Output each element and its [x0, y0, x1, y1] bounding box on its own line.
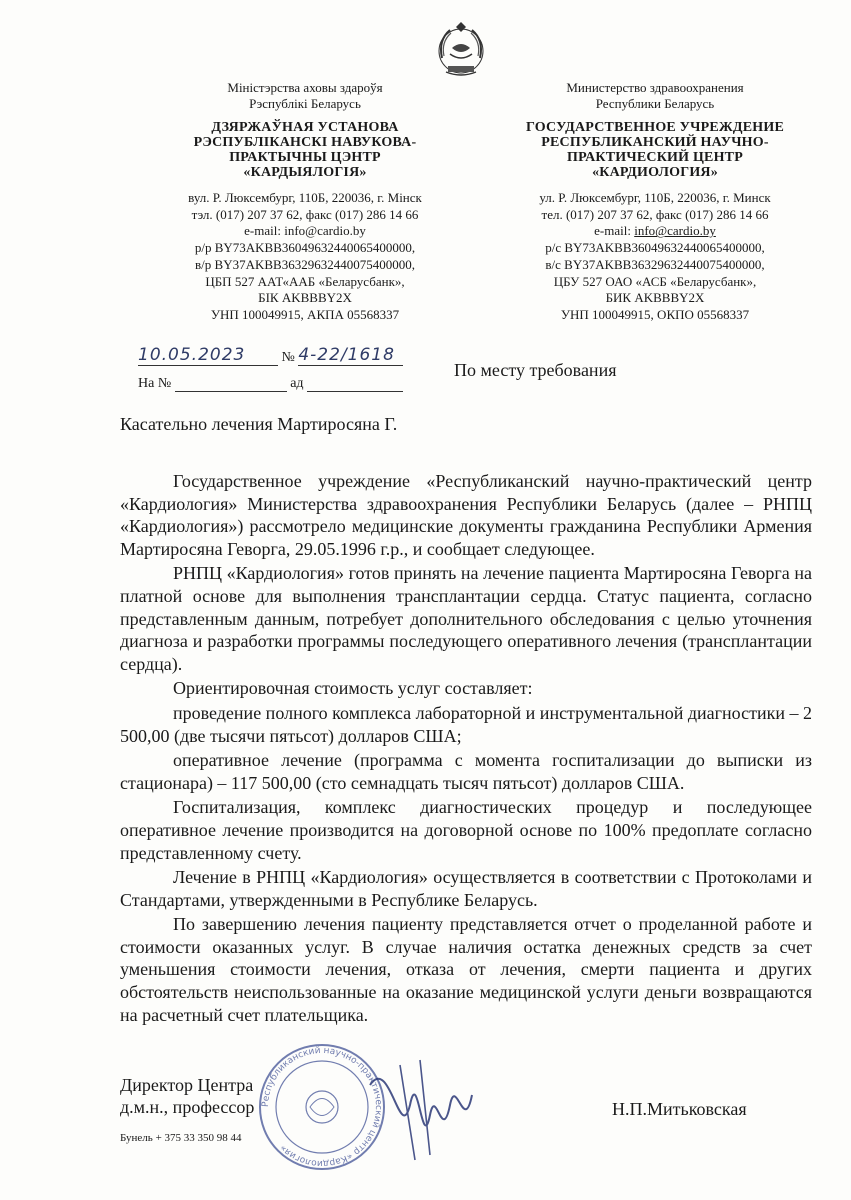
ministry-name: Министерство здравоохранения [566, 80, 744, 95]
belarus-emblem-icon [430, 18, 492, 80]
paragraph: РНПЦ «Кардиология» готов принять на лечение пациента Мартиросяна Геворга на платной основе для выполнения трансплантации сердца. Статус пациента, согласно представленным данным, потребует дополнительного обследования с целью уточнения диагноза и разработки программы последующего оперативного лечения (трансплантации сердца). [120, 563, 812, 674]
ministry-country: Рэспублікі Беларусь [249, 96, 361, 111]
on-number-blank [175, 377, 287, 392]
organization-details [505, 190, 805, 324]
tax-ids: УНП 100049915, ОКПО 05568337 [560, 306, 750, 322]
email-label: e-mail: [594, 223, 635, 239]
letter-body [120, 470, 812, 1028]
account: р/р BY73AKBB36049632440065400000, [194, 240, 416, 256]
bank: ЦБУ 527 ОАО «АСБ «Беларусбанк», [553, 273, 757, 289]
header-russian [505, 80, 805, 324]
tax-ids: УНП 100049915, АКПА 05568337 [210, 306, 400, 322]
from-label: ад [290, 376, 304, 391]
org-line: ГОСУДАРСТВЕННОЕ УЧРЕЖДЕНИЕ [525, 120, 785, 135]
ministry-country: Республики Беларусь [595, 96, 715, 111]
organization-name [505, 120, 805, 180]
org-line: РЕСПУБЛИКАНСКИЙ НАУЧНО- [541, 135, 769, 150]
handwritten-date: 10.05.2023 [138, 345, 246, 365]
stamp-text: Республиканский научно-практический центр «Кардиология» [260, 1045, 384, 1169]
header-belarusian [155, 80, 455, 324]
from-blank [307, 377, 403, 392]
on-number-label: На № [138, 376, 172, 391]
account: в/с BY37AKBB36329632440075400000, [545, 256, 765, 272]
incoming-reference [138, 376, 403, 392]
phone-fax: тел. (017) 207 37 62, факс (017) 286 14 66 [541, 206, 769, 222]
org-line: «КАРДЫЯЛОГІЯ» [243, 165, 367, 180]
bic: БІК AKBBBY2X [258, 290, 352, 306]
organization-details [155, 190, 455, 324]
paragraph: Госпитализация, комплекс диагностических процедур и последующее оперативное лечение производится на договорной основе по 100% предоплате согласно представленному счету. [120, 797, 812, 863]
paragraph: Лечение в РНПЦ «Кардиология» осуществляется в соответствии с Протоколами и Стандартами, утвержденными в Республике Беларусь. [120, 867, 812, 910]
org-line: ПРАКТЫЧНЫ ЦЭНТР [229, 150, 381, 165]
address: ул. Р. Люксембург, 110Б, 220036, г. Минск [539, 190, 771, 205]
recipient: По месту требования [454, 360, 617, 380]
bic: БИК AKBBBY2X [605, 290, 705, 306]
paragraph: оперативное лечение (программа с момента госпитализации до выписки из стационара) – 117 500,00 (сто семнадцать тысяч пятьсот) долларов США. [120, 750, 812, 793]
account: р/с BY73AKBB36049632440065400000, [545, 240, 765, 256]
paragraph: Ориентировочная стоимость услуг составляет: [173, 678, 533, 699]
outgoing-reference [138, 345, 403, 366]
academic-title: д.м.н., профессор [120, 1097, 255, 1117]
signatory-name: Н.П.Митьковская [612, 1099, 747, 1119]
paragraph: Государственное учреждение «Республиканский научно-практический центр «Кардиология» Министерства здравоохранения Республики Беларусь (далее – РНПЦ «Кардиология») рассмотрело медицинские документы гражданина Республики Армения Мартиросяна Геворга, 29.05.1996 г.р., и сообщает следующее. [120, 471, 812, 559]
org-line: ПРАКТИЧЕСКИЙ ЦЕНТР [567, 150, 743, 165]
org-line: «КАРДИОЛОГИЯ» [592, 165, 718, 180]
account: в/р BY37AKBB36329632440075400000, [195, 256, 415, 272]
address: вул. Р. Люксембург, 110Б, 220036, г. Мінск [188, 190, 422, 205]
email-link[interactable]: info@cardio.by [634, 223, 716, 239]
bank: ЦБП 527 ААТ«ААБ «Беларусбанк», [205, 273, 405, 289]
handwritten-number: 4-22/1618 [298, 345, 395, 365]
director-title: Директор Центра [120, 1075, 254, 1095]
org-line: РЭСПУБЛІКАНСКІ НАВУКОВА- [193, 135, 417, 150]
email [505, 223, 805, 240]
phone-fax: тэл. (017) 207 37 62, факс (017) 286 14 66 [191, 206, 419, 222]
org-line: ДЗЯРЖАЎНАЯ УСТАНОВА [211, 120, 399, 135]
ministry-name: Міністэрства аховы здароўя [227, 80, 383, 95]
number-sign: № [281, 350, 295, 365]
paragraph: проведение полного комплекса лабораторной и инструментальной диагностики – 2 500,00 (две тысячи пятьсот) долларов США; [120, 702, 812, 746]
subject-line: Касательно лечения Мартиросяна Г. [120, 414, 398, 434]
signatory-title [120, 1074, 254, 1118]
footer-contact: Бунель + 375 33 350 98 44 [120, 1132, 242, 1144]
organization-name [155, 120, 455, 180]
signature-icon [360, 1045, 480, 1165]
paragraph: По завершению лечения пациенту представляется отчет о проделанной работе и стоимости оказанных услуг. В случае наличия остатка денежных средств за счет уменьшения стоимости лечения, отказа от лечения, смерти пациента и других обстоятельств неиспользованные на оказание медицинской услуги деньги возвращаются на расчетный счет плательщика. [120, 914, 812, 1025]
email: e-mail: info@cardio.by [244, 223, 366, 239]
